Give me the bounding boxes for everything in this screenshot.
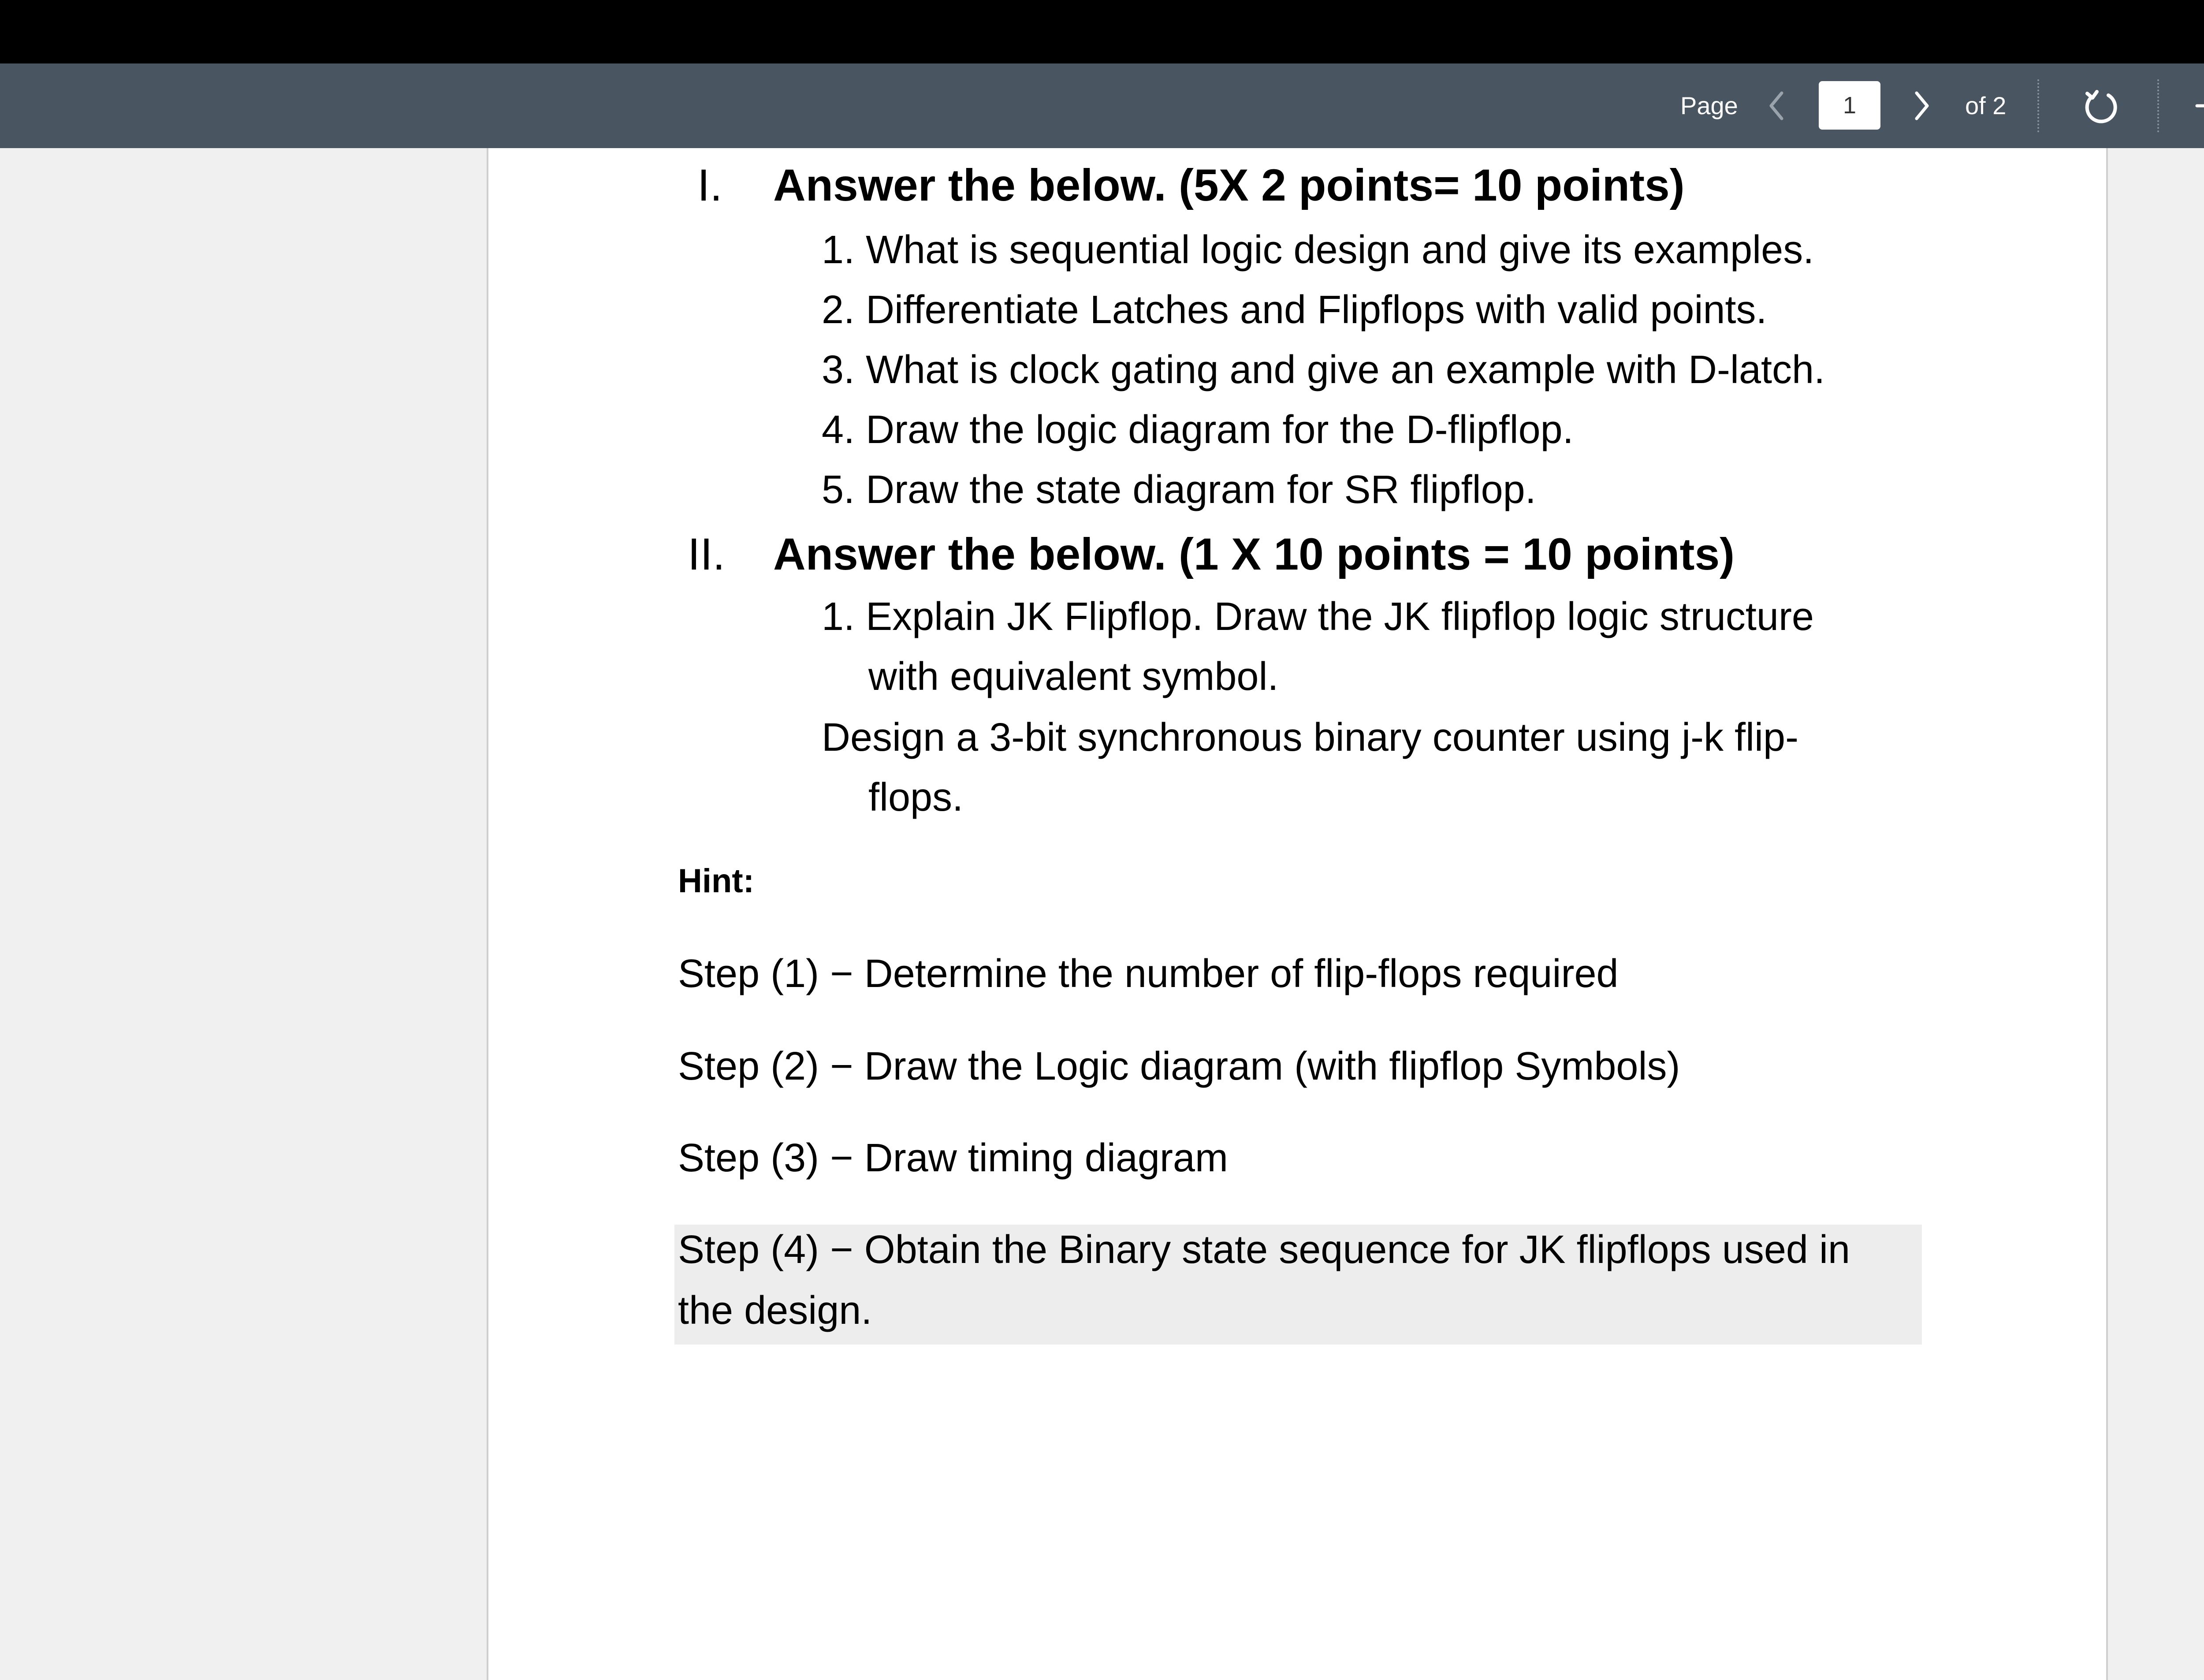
question-item: 4. Draw the logic diagram for the D-flipflop. xyxy=(822,408,1574,452)
hint-step-continuation: the design. xyxy=(678,1289,872,1333)
section-numeral: I. xyxy=(697,160,722,210)
hint-step: Step (2) − Draw the Logic diagram (with flipflop Symbols) xyxy=(678,1044,1680,1088)
question-item: 1. Explain JK Flipflop. Draw the JK flipflop logic structure xyxy=(822,595,1814,639)
hint-step: Step (1) − Determine the number of flip-flops required xyxy=(678,952,1619,996)
question-item-continuation: flops. xyxy=(868,775,964,820)
hint-step: Step (3) − Draw timing diagram xyxy=(678,1136,1228,1180)
hint-label: Hint: xyxy=(678,862,755,900)
question-item: 3. What is clock gating and give an example with D-latch. xyxy=(822,348,1825,392)
rotate-icon[interactable] xyxy=(2078,63,2122,148)
chevron-right-icon[interactable] xyxy=(1904,63,1940,148)
page-label: Page xyxy=(1680,92,1738,119)
question-item-continuation: with equivalent symbol. xyxy=(868,655,1279,699)
toolbar-divider xyxy=(2037,79,2039,132)
chevron-left-icon[interactable] xyxy=(1759,63,1794,148)
question-item: 5. Draw the state diagram for SR flipflop. xyxy=(822,468,1536,512)
question-item: Design a 3-bit synchronous binary counter using j-k flip- xyxy=(822,715,1799,760)
question-item: 2. Differentiate Latches and Flipflops with valid points. xyxy=(822,288,1767,332)
section-heading: Answer the below. (1 X 10 points = 10 points) xyxy=(773,529,1735,579)
page-count: of 2 xyxy=(1965,92,2007,119)
minus-icon[interactable] xyxy=(2192,63,2204,148)
toolbar-divider xyxy=(2157,79,2159,132)
page-number-input[interactable] xyxy=(1819,81,1880,130)
section-heading: Answer the below. (5X 2 points= 10 points) xyxy=(773,160,1685,210)
hint-step: Step (4) − Obtain the Binary state sequence for JK flipflops used in xyxy=(678,1228,1850,1272)
question-item: 1. What is sequential logic design and give its examples. xyxy=(822,228,1814,272)
window-top-bar xyxy=(0,0,2204,63)
section-numeral: II. xyxy=(688,529,726,579)
pdf-toolbar xyxy=(0,63,2204,148)
